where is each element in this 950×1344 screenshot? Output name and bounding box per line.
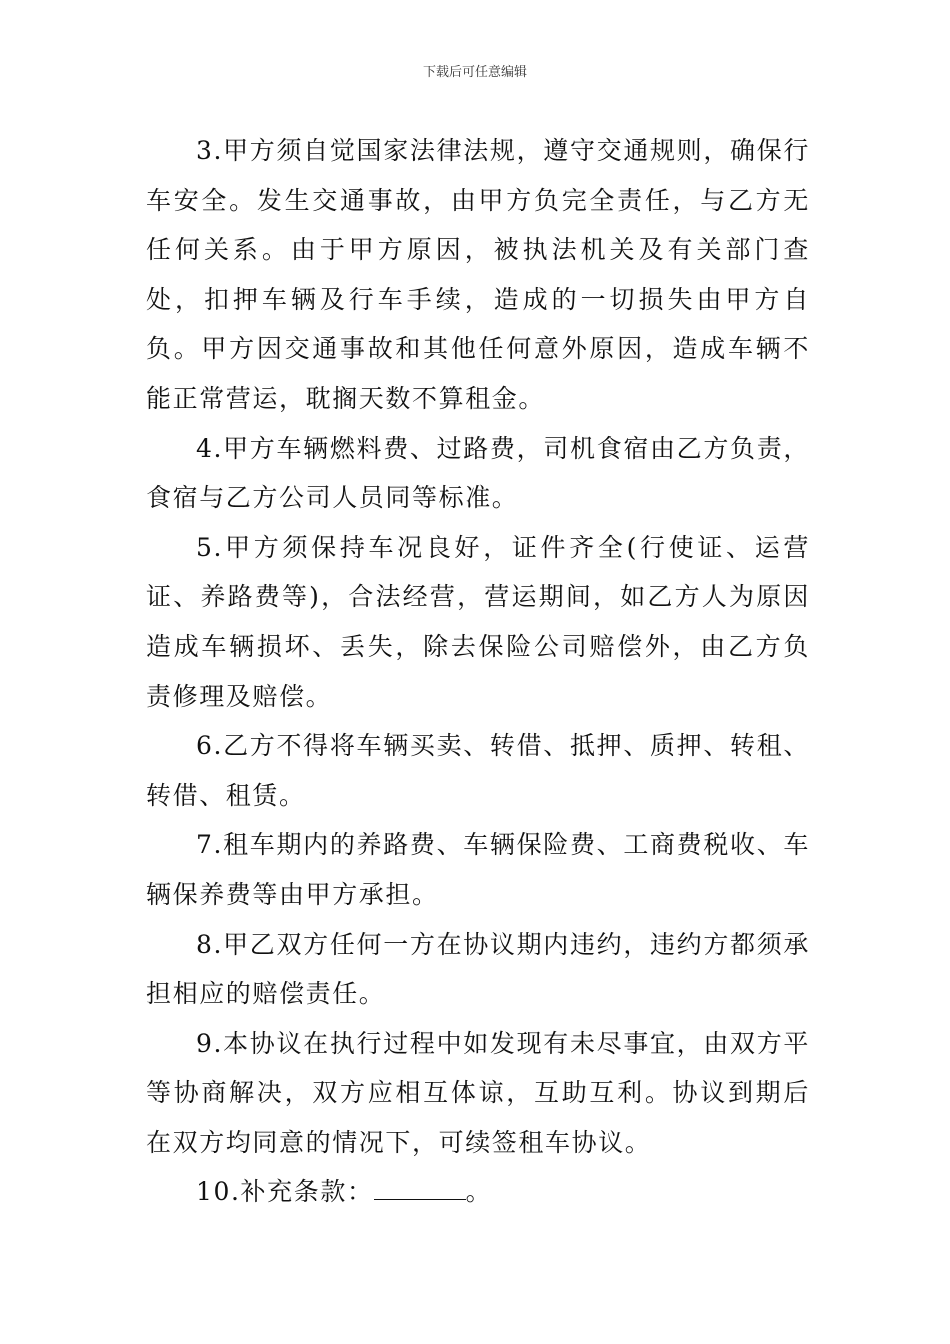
clause-10	[146, 1167, 810, 1217]
clause-4: 4.甲方车辆燃料费、过路费，司机食宿由乙方负责，食宿与乙方公司人员同等标准。	[146, 433, 810, 513]
clause-8: 8.甲乙双方任何一方在协议期内违约，违约方都须承担相应的赔偿责任。	[146, 929, 810, 1009]
clause-10-label: 10.补充条款：	[196, 1177, 374, 1207]
clause-5: 5.甲方须保持车况良好，证件齐全(行使证、运营证、养路费等)，合法经营，营运期间，如乙方人为原因造成车辆损坏、丢失，除去保险公司赔偿外，由乙方负责修理及赔偿。	[146, 532, 810, 711]
fill-in-blank[interactable]	[374, 1169, 466, 1200]
clause-3: 3.甲方须自觉国家法律法规，遵守交通规则，确保行车安全。发生交通事故，由甲方负完全责任，与乙方无任何关系。由于甲方原因，被执法机关及有关部门查处，扣押车辆及行车手续，造成的一切损失由甲方自负。甲方因交通事故和其他任何意外原因，造成车辆不能正常营运，耽搁天数不算租金。	[146, 136, 810, 413]
document-body	[146, 126, 810, 1217]
clause-6: 6.乙方不得将车辆买卖、转借、抵押、质押、转租、转借、租赁。	[146, 731, 810, 810]
clause-9: 9.本协议在执行过程中如发现有未尽事宜，由双方平等协商解决，双方应相互体谅，互助互利。协议到期后在双方均同意的情况下，可续签租车协议。	[146, 1028, 810, 1157]
page-header: 下载后可任意编辑	[422, 65, 527, 80]
clause-10-end: 。	[465, 1177, 493, 1207]
clause-7: 7.租车期内的养路费、车辆保险费、工商费税收、车辆保养费等由甲方承担。	[146, 830, 810, 909]
